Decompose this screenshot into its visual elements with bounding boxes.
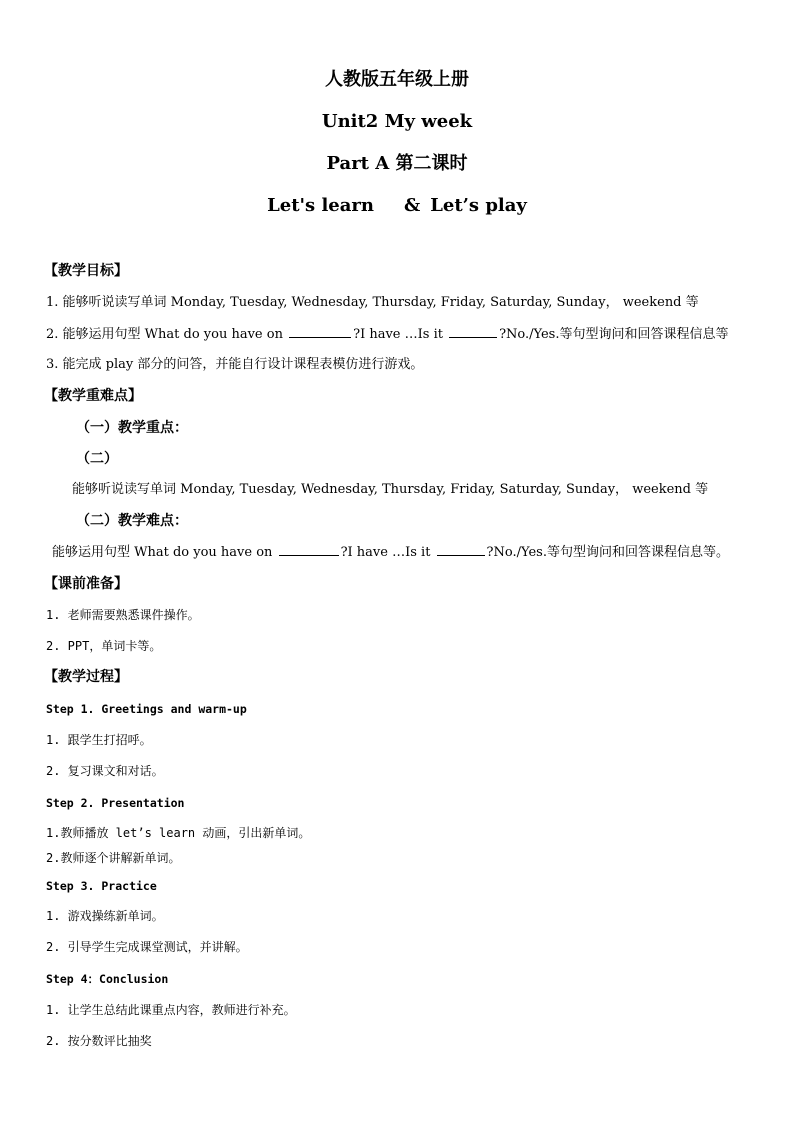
answer-blank xyxy=(289,325,351,338)
answer-blank xyxy=(279,543,339,556)
lesson-title-amp: & xyxy=(403,195,421,216)
step-1-item-2: 2. 复习课文和对话。 xyxy=(46,764,164,778)
objective-item-2-a: 2. 能够运用句型 What do you have on xyxy=(46,327,288,342)
step-3-item-1: 1. 游戏操练新单词。 xyxy=(46,909,164,923)
unit-title: Unit2 My week xyxy=(321,111,473,132)
step-3-item-2: 2. 引导学生完成课堂测试，并讲解。 xyxy=(46,940,248,954)
objective-item-1: 1. 能够听说读写单词 Monday, Tuesday, Wednesday, Thursday, Friday, Saturday, Sunday， weekend 等 xyxy=(46,295,699,310)
lesson-title-a: Let's learn xyxy=(267,195,374,216)
difficulty-text-b: ?I have …Is it xyxy=(340,545,435,560)
lesson-title-b: Let’s play xyxy=(430,195,527,216)
preparation-item-1: 1. 老师需要熟悉课件操作。 xyxy=(46,608,200,622)
step-3-heading: Step 3. Practice xyxy=(46,879,157,893)
objective-item-3: 3. 能完成 play 部分的问答，并能自行设计课程表模仿进行游戏。 xyxy=(46,357,424,372)
difficulty-text xyxy=(52,543,729,562)
difficulty-text-c: ?No./Yes.等句型询问和回答课程信息等。 xyxy=(486,545,729,560)
key-point-label-2: （二） xyxy=(76,451,118,467)
preparation-item-2: 2. PPT，单词卡等。 xyxy=(46,639,162,653)
difficulty-label: （二）教学难点： xyxy=(76,513,188,529)
step-4-heading: Step 4：Conclusion xyxy=(46,972,169,986)
step-2-heading: Step 2. Presentation xyxy=(46,796,185,810)
answer-blank xyxy=(449,325,497,338)
step-4-item-2: 2. 按分数评比抽奖 xyxy=(46,1034,152,1048)
step-2-item-1: 1.教师播放 let’s learn 动画，引出新单词。 xyxy=(46,826,311,840)
document-title: 人教版五年级上册 xyxy=(325,69,469,90)
key-point-label: （一）教学重点： xyxy=(76,420,188,436)
step-1-heading: Step 1. Greetings and warm-up xyxy=(46,702,247,716)
preparation-heading: 【课前准备】 xyxy=(44,576,128,592)
step-1-item-1: 1. 跟学生打招呼。 xyxy=(46,733,152,747)
key-point-text: 能够听说读写单词 Monday, Tuesday, Wednesday, Thursday, Friday, Saturday, Sunday， weekend 等 xyxy=(72,482,709,497)
part-title: Part A 第二课时 xyxy=(326,153,468,174)
objective-item-2-c: ?No./Yes.等句型询问和回答课程信息等 xyxy=(499,327,729,342)
lesson-title xyxy=(0,194,794,218)
process-heading: 【教学过程】 xyxy=(44,669,128,685)
objectives-heading: 【教学目标】 xyxy=(44,263,128,279)
objective-item-2 xyxy=(46,325,728,344)
difficulty-text-a: 能够运用句型 What do you have on xyxy=(52,545,277,560)
step-2-item-2: 2.教师逐个讲解新单词。 xyxy=(46,851,181,865)
key-points-heading: 【教学重难点】 xyxy=(44,388,142,404)
objective-item-2-b: ?I have …Is it xyxy=(353,327,448,342)
step-4-item-1: 1. 让学生总结此课重点内容，教师进行补充。 xyxy=(46,1003,296,1017)
answer-blank xyxy=(437,543,485,556)
